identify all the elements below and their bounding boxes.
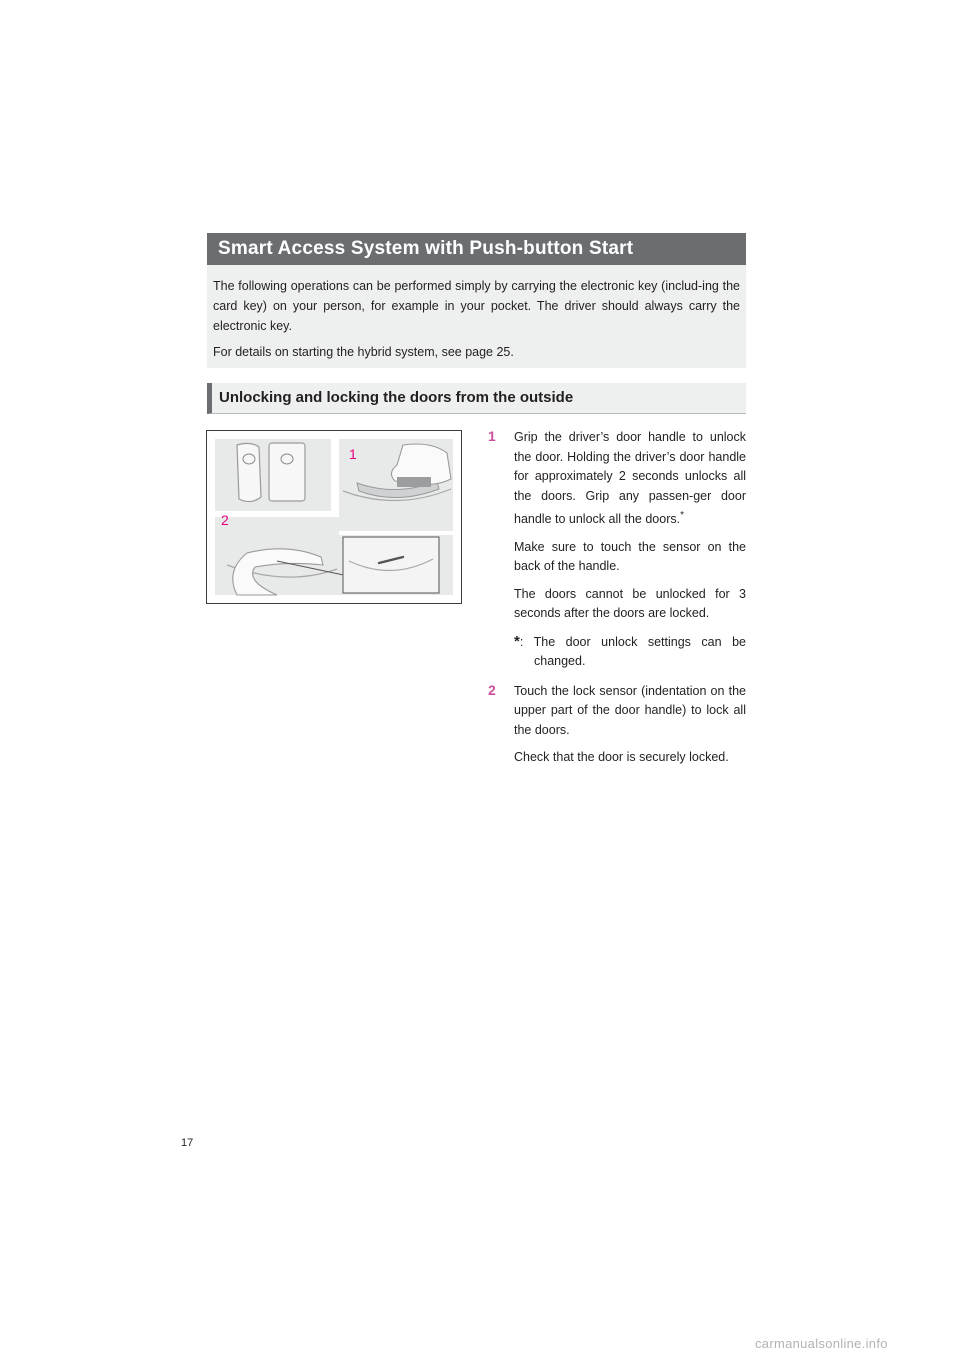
illustration-figure <box>206 430 462 604</box>
step-number: 1 <box>488 428 496 444</box>
lock-sensor-inset <box>343 537 439 593</box>
step-note: The doors cannot be unlocked for 3 seconds after the doors are locked. <box>514 586 746 621</box>
footnote-star: * <box>514 632 520 650</box>
subsection-title: Unlocking and locking the doors from the outside <box>207 383 746 414</box>
step-note: Check that the door is securely locked. <box>514 750 729 765</box>
steps-list <box>487 428 746 778</box>
step-text: Touch the lock sensor (indentation on the upper part of the door handle) to lock all the doors. <box>514 683 746 737</box>
intro-paragraph: The following operations can be performed simply by carrying the electronic key (includ-ing the card key) on your person, for example in your pocket. The driver should always carry the electronic key. <box>213 279 740 333</box>
step-text: Grip the driver’s door handle to unlock the door. Holding the driver’s door handle for approximately 2 seconds unlocks all the doors. Grip any passen-ger door handle to unlock all the doors.* <box>514 430 746 527</box>
callout-1: 1 <box>349 446 357 462</box>
smart-key-icon <box>237 443 261 501</box>
watermark: carmanualsonline.info <box>755 1336 888 1351</box>
step-1 <box>487 428 746 672</box>
step-2 <box>487 682 746 768</box>
card-key-icon <box>269 443 305 501</box>
step-number: 2 <box>488 681 496 698</box>
intro-box <box>207 265 746 368</box>
footnote <box>514 632 746 672</box>
section-title: Smart Access System with Push-button Start <box>207 233 746 265</box>
page-number: 17 <box>181 1137 194 1149</box>
footnote-text: : The door unlock settings can be changed. <box>519 634 746 669</box>
intro-page-reference: For details on starting the hybrid system, see page 25. <box>213 345 514 359</box>
callout-2: 2 <box>221 512 229 528</box>
footnote-marker: * <box>680 510 684 521</box>
door-handle-illustration <box>207 431 461 603</box>
step-note: Make sure to touch the sensor on the back of the handle. <box>514 539 746 574</box>
